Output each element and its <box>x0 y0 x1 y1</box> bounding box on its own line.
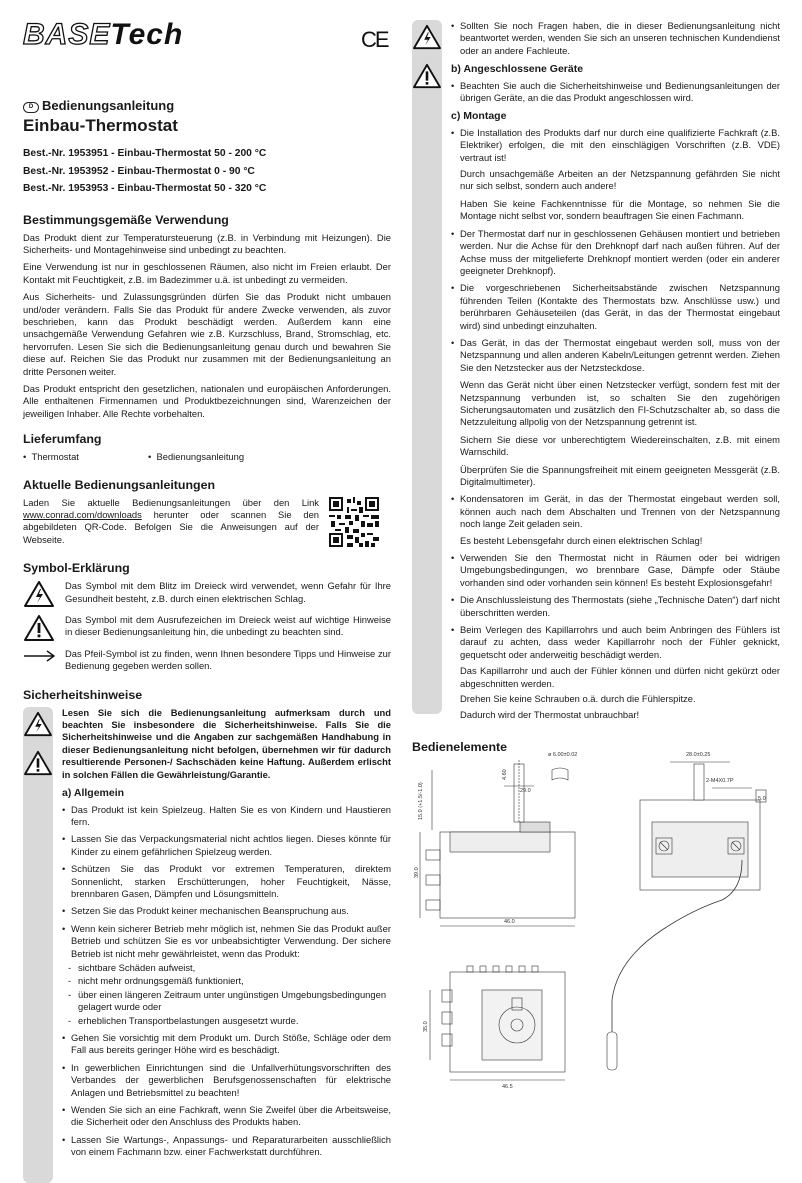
general-heading: a) Allgemein <box>62 787 125 800</box>
delivery-item: • Thermostat <box>23 451 79 463</box>
list-item: • Gehen Sie vorsichtig mit dem Produkt um. Durch Stöße, Schläge oder dem Fall aus bereits geringer Höhe wird es beschädigt. <box>62 1032 391 1057</box>
lightning-symbol-text: Das Symbol mit dem Blitz im Dreieck wird verwendet, wenn Gefahr für Ihre Gesundheit besteht, z.B. durch einen elektrischen Schlag. <box>65 580 391 604</box>
intended-use-p3: Aus Sicherheits- und Zulassungsgründen dürfen Sie das Produkt nicht umbauen und/oder verändern. Falls Sie das Produkt für andere Zwecke verwenden, als zuvor beschrieben, kann das Produkt beschädigt werden. Außerdem kann eine unsachgemäße Verwendung Gefahren wie z.B. Kurzschluss, Brand, Stromschlag, etc. hervorrufen. Lesen Sie sich die Bedienungsanleitung genau durch und bewahren Sie diese auf. Reichen Sie das Produkt nur zusammen mit der Bedienungsanleitung an dritte Personen weiter. <box>23 291 391 377</box>
list-item: • Das Gerät, in das der Thermostat eingebaut werden soll, muss von der Netzspannung und allen anderen Kabeln/Leitungen getrennt werden. Ziehen Sie den Netzstecker aus der Netzsteckdose. <box>451 337 780 374</box>
product-number-3: Best.-Nr. 1953953 - Einbau-Thermostat 50 - 320 °C <box>23 183 267 194</box>
exclamation-warning-icon <box>412 63 442 89</box>
delivery-list <box>23 451 391 463</box>
list-item: • Beim Verlegen des Kapillarrohrs und auch beim Anbringen des Fühlers ist darauf zu achten, dass weder Kapillarrohr noch der Fühler geknickt, gequetscht oder anderweitig beschädigt werden. Das Kapillarrohr und auch der Fühler können und dürfen nicht gekürzt oder abgeschnitten werden. Drehen Sie keine Schrauben o.ä. durch die Fühlerspitze. Dadurch wird der Thermostat unbrauchbar! <box>451 624 780 721</box>
dimension-label: 46.0 <box>504 919 515 925</box>
list-item: • Die Anschlussleistung des Thermostats (siehe „Technische Daten“) darf nicht überschritten werden. <box>451 594 780 619</box>
delivery-item: • Bedienungsanleitung <box>148 451 245 463</box>
intended-use-heading: Bestimmungsgemäße Verwendung <box>23 212 229 227</box>
manuals-heading: Aktuelle Bedienungsanleitungen <box>23 477 216 492</box>
right-side-panel <box>412 20 442 714</box>
list-item: • Wenn kein sicherer Betrieb mehr möglich ist, nehmen Sie das Produkt außer Betrieb und schützen Sie es vor unbeabsichtigter Verwendung. Der sichere Betrieb ist nicht mehr gewährleistet, wenn das Produkt: <box>62 923 391 960</box>
list-item: • Sollten Sie noch Fragen haben, die in dieser Bedienungsanleitung nicht beantwortet werden, wenden Sie sich an unseren technischen Kundendienst oder an andere Fachleute. <box>451 20 780 57</box>
list-item: • Verwenden Sie den Thermostat nicht in Räumen oder bei widrigen Umgebungsbedingungen, wo brennbare Gase, Dämpfe oder Stäube vorhanden sind oder vorhanden sein können! Es besteht Explosionsgefahr! <box>451 552 780 589</box>
dimension-label: 28.0±0.25 <box>686 752 711 758</box>
list-item: • Lassen Sie Wartungs-, Anpassungs- und Reparaturarbeiten ausschließlich von einem Fachmann bzw. einer Fachwerkstatt durchführen. <box>62 1134 391 1159</box>
mount-list <box>451 127 780 374</box>
intended-use-p1: Das Produkt dient zur Temperatursteuerung (z.B. in Verbindung mit Heizungen). Die Sicherheits- und Montagehinweise sind unbedingt zu beachten. <box>23 231 391 255</box>
language-badge: D <box>23 102 39 113</box>
symbols-heading: Symbol-Erklärung <box>23 561 130 576</box>
mount-heading: c) Montage <box>451 110 507 123</box>
list-item: • Kondensatoren im Gerät, in das der Thermostat eingebaut werden soll, können auch nach dem Abschalten und Trennen von der Netzspannung noch lange Zeit geladen sein. Es besteht Lebensgefahr durch einen elektrischen Schlag! <box>451 493 780 547</box>
conditions-list <box>62 962 391 1027</box>
list-item: • In gewerblichen Einrichtungen sind die Unfallverhütungsvorschriften des Verbandes der gewerblichen Berufsgenossenschaften für elektrische Anlagen und Betriebsmittel zu beachten! <box>62 1062 391 1099</box>
dimension-label: 46.5 <box>502 1084 513 1090</box>
ce-mark: CE <box>361 27 388 52</box>
mount-note: Wenn das Gerät nicht über einen Netzstecker verfügt, sondern fest mit der Netzspannung verbunden ist, so schalten Sie den zugehörigen Sicherungsautomaten und zusätzlich den FI-Schutzschalter ab, so dass die Netzzuleitung allpolig von der Netzspannung getrennt ist. <box>460 379 780 428</box>
safety-heading: Sicherheitshinweise <box>23 687 143 702</box>
manual-label: D Bedienungsanleitung <box>23 100 391 113</box>
left-column <box>23 20 391 1183</box>
exclamation-warning-icon <box>23 614 55 642</box>
arrow-symbol-text: Das Pfeil-Symbol ist zu finden, wenn Ihnen besondere Tipps und Hinweise zur Bedienung gegeben werden sollen. <box>65 647 391 672</box>
lightning-warning-icon <box>23 580 55 608</box>
general-list-2 <box>62 1032 391 1159</box>
list-item: - nicht mehr ordnungsgemäß funktioniert, <box>62 975 391 987</box>
exclamation-warning-icon <box>23 750 53 776</box>
dimension-label: 2-M4X0.7P <box>706 778 734 784</box>
basetech-logo: BASETech <box>23 18 184 51</box>
list-item: • Die Installation des Produkts darf nur durch eine qualifizierte Fachkraft (z.B. Elektriker) erfolgen, die mit den einschlägigen Vorschriften (z.B. VDE) vertraut ist! Durch unsachgemäße Arbeiten an der Netzspannung gefährden Sie nicht nur sich selbst, sondern auch andere! Haben Sie keine Fachkenntnisse für die Montage, so nehmen Sie die Montage nicht selbst vor, sondern beauftragen Sie einen Fachmann. <box>451 127 780 223</box>
list-item: • Schützen Sie das Produkt vor extremen Temperaturen, direktem Sonnenlicht, starken Erschütterungen, hoher Feuchtigkeit, Nässe, brennbaren Gasen, Dämpfen und Lösungsmitteln. <box>62 863 391 900</box>
lightning-warning-icon <box>23 711 53 737</box>
download-link[interactable]: www.conrad.com/downloads <box>23 509 142 520</box>
general-list <box>62 804 391 960</box>
list-item: • Die vorgeschriebenen Sicherheitsabstände zwischen Netzspannung führenden Teilen (Kontakte des Thermostats bzw. Anschlüsse usw.) und berührbaren Gehäuseteilen (das Gerät, in das der Thermostat eingebaut wird) sind unbedingt einzuhalten. <box>451 282 780 332</box>
dimension-label: 29.0 <box>520 788 531 794</box>
lightning-warning-icon <box>412 24 442 50</box>
list-item: • Der Thermostat darf nur in geschlossenen Gehäusen montiert und betrieben werden. Nur die Achse für den Drehknopf darf nach außen führen. Auf der Achse muss der mitgelieferte Drehknopf montiert werden (oder ein anderer geeigneter Drehknopf). <box>451 228 780 278</box>
manuals-text: Laden Sie aktuelle Bedienungsanleitungen über den Link www.conrad.com/downloads herunter oder scannen Sie den abgebildeten QR-Code. Befolgen Sie die Anweisungen auf der Webseite. <box>23 496 319 545</box>
list-item: - erheblichen Transportbelastungen ausgesetzt wurde. <box>62 1015 391 1027</box>
list-item: - sichtbare Schäden aufweist, <box>62 962 391 974</box>
dimension-label: 4.60 <box>502 769 508 780</box>
safety-side-panel <box>23 707 53 1183</box>
list-item: • Das Produkt ist kein Spielzeug. Halten Sie es von Kindern und Haustieren fern. <box>62 804 391 829</box>
dimension-label: 5.0 <box>758 796 766 802</box>
dimension-label: 35.0 <box>423 1021 429 1032</box>
exclamation-symbol-text: Das Symbol mit dem Ausrufezeichen im Dreieck weist auf wichtige Hinweise in dieser Bedienungsanleitung hin, die unbedingt zu beachten sind. <box>65 614 391 638</box>
product-number-1: Best.-Nr. 1953951 - Einbau-Thermostat 50 - 200 °C <box>23 148 267 159</box>
qr-code[interactable] <box>329 497 379 547</box>
intended-use-p4: Das Produkt entspricht den gesetzlichen, nationalen und europäischen Anforderungen. Alle enthaltenen Firmennamen und Produktbezeichnungen sind, Warenzeichen der jeweiligen Inhaber. Alle Rechte vorbehalten. <box>23 382 391 419</box>
intended-use-p2: Eine Verwendung ist nur in geschlossenen Räumen, also nicht im Freien erlaubt. Der Kontakt mit Feuchtigkeit, z.B. im Badezimmer u.ä. ist unbedingt zu vermeiden. <box>23 261 391 285</box>
dimension-label: ø 6.00±0.02 <box>548 752 578 758</box>
controls-heading: Bedienelemente <box>412 739 508 754</box>
dimension-label: 39.0 <box>414 867 420 878</box>
list-item: - über einen längeren Zeitraum unter ungünstigen Umgebungsbedingungen gelagert wurde oder <box>62 989 391 1014</box>
list-item: • Beachten Sie auch die Sicherheitshinweise und Bedienungsanleitungen der übrigen Geräte, an die das Produkt angeschlossen wird. <box>451 80 780 105</box>
safety-intro: Lesen Sie sich die Bedienungsanleitung aufmerksam durch und beachten Sie insbesondere die Sicherheitshinweise. Falls Sie die Sicherheitshinweise und die Angaben zur sachgemäßen Handhabung in dieser Bedienungsanleitung nicht befolgen, übernehmen wir für dadurch resultierende Personen-/ Sachschäden keine Haftung. Außerdem erlischt in solchen Fällen die Gewährleistung/Garantie. <box>62 706 391 780</box>
mount-note: Überprüfen Sie die Spannungsfreiheit mit einem geeigneten Messgerät (z.B. Digitalmultimeter). <box>460 463 780 487</box>
list-item: • Wenden Sie sich an eine Fachkraft, wenn Sie Zweifel über die Arbeitsweise, die Sicherheit oder den Anschluss des Produkts haben. <box>62 1104 391 1129</box>
product-number-2: Best.-Nr. 1953952 - Einbau-Thermostat 0 - 90 °C <box>23 165 255 177</box>
right-column <box>412 20 780 759</box>
dimension-label: 15.0 (+1.5/-1.0) <box>418 782 424 820</box>
connected-heading: b) Angeschlossene Geräte <box>451 63 584 76</box>
delivery-heading: Lieferumfang <box>23 432 102 447</box>
arrow-icon <box>23 650 55 662</box>
thermostat-technical-drawing <box>412 750 780 1118</box>
mount-note: Sichern Sie diese vor unberechtigtem Wiedereinschalten, z.B. mit einem Warnschild. <box>460 433 780 458</box>
list-item: • Lassen Sie das Verpackungsmaterial nicht achtlos liegen. Dieses könnte für Kinder zu einem gefährlichen Spielzeug werden. <box>62 833 391 858</box>
list-item: • Setzen Sie das Produkt keiner mechanischen Beanspruchung aus. <box>62 905 391 917</box>
page-title: Einbau-Thermostat <box>23 116 178 135</box>
